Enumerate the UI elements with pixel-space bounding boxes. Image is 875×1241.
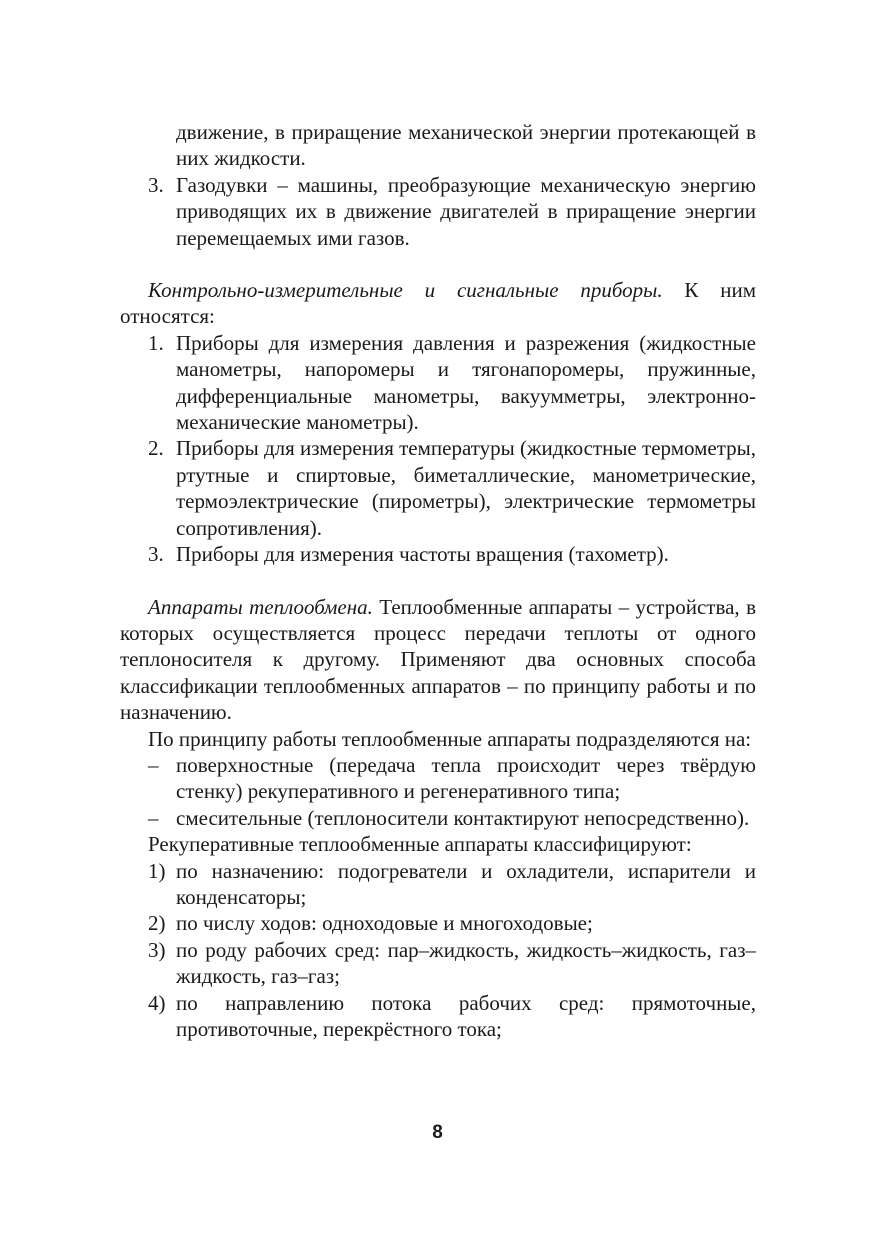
list-item-text: по числу ходов: одноходовые и многоходовые;: [176, 911, 593, 936]
list-item-text: Приборы для измерения частоты вращения (тахометр).: [176, 542, 669, 567]
recuperative-item: [120, 937, 756, 990]
list-item-dash: –: [148, 805, 159, 830]
list-item-text: по назначению: подогреватели и охладители, испарители и конденсаторы;: [176, 858, 756, 909]
instrument-item: [120, 330, 756, 436]
heat-exchangers-heading: Аппараты теплообмена.: [148, 594, 373, 619]
list-item-gas-blowers: [120, 172, 756, 251]
heat-exchangers-intro: Теплообменные аппараты – устройства, в которых осуществляется процесс передачи теплоты от одного теплоносителя к другому. Применяют два основных способа классификации теплообменных аппаратов – по принципу работы и по назначению.: [120, 594, 756, 725]
list-item-number: 3.: [148, 172, 164, 197]
heat-exchangers-paragraph: [120, 594, 756, 726]
recuperative-item: [120, 910, 756, 936]
page-number: 8: [432, 1122, 443, 1143]
list-item-number: 2.: [148, 436, 164, 461]
list-item-text: по направлению потока рабочих сред: прямоточные, противоточные, перекрёстного тока;: [176, 990, 756, 1041]
page-content: [120, 119, 756, 1042]
principle-item: [120, 805, 756, 831]
list-item-text: смесительные (теплоносители контактируют непосредственно).: [176, 805, 750, 830]
recuperative-item: [120, 990, 756, 1043]
instruments-heading: Контрольно-измерительные и сигнальные приборы.: [148, 278, 663, 303]
instrument-item: [120, 541, 756, 567]
list-item-dash: –: [148, 752, 159, 777]
principle-item: [120, 752, 756, 805]
principle-paragraph: По принципу работы теплообменные аппараты подразделяются на:: [148, 726, 752, 751]
list-item-text: по роду рабочих сред: пар–жидкость, жидкость–жидкость, газ–жидкость, газ–газ;: [176, 937, 756, 989]
list-item-number: 4): [148, 990, 166, 1015]
list-item-text: движение, в приращение механической энергии протекающей в них жидкости.: [176, 120, 756, 171]
list-item-text: Газодувки – машины, преобразующие механическую энергию приводящих их в движение двигателей в приращение энергии перемещаемых ими газов.: [176, 172, 756, 250]
instrument-item: [120, 435, 756, 541]
instruments-paragraph: [120, 277, 756, 330]
instruments-intro: К ним относятся:: [120, 278, 756, 329]
recuperative-paragraph: Рекуперативные теплообменные аппараты классифицируют:: [148, 832, 692, 857]
list-item-number: 3.: [148, 542, 164, 567]
list-item-number: 2): [148, 911, 166, 936]
list-item-text: поверхностные (передача тепла происходит через твёрдую стенку) рекуперативного и регенеративного типа;: [176, 752, 756, 804]
list-item-continuation: [120, 119, 756, 172]
recuperative-item: [120, 858, 756, 911]
list-item-text: Приборы для измерения давления и разрежения (жидкостные манометры, напоромеры и тягонапоромеры, пружинные, дифференциальные манометры, вакуумметры, электронно-механические манометры).: [176, 330, 756, 435]
list-item-number: 1): [148, 858, 166, 883]
list-item-number: 1.: [148, 330, 164, 355]
list-item-number: 3): [148, 937, 166, 962]
list-item-text: Приборы для измерения температуры (жидкостные термометры, ртутные и спиртовые, биметаллические, манометрические, термоэлектрические (пирометры), электрические термометры сопротивления).: [176, 436, 756, 540]
